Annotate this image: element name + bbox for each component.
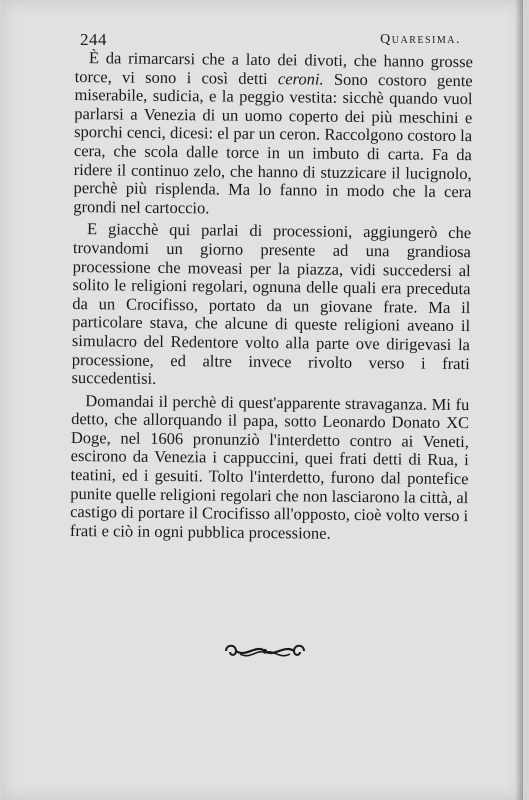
body-text — [70, 49, 473, 549]
emphasized-word: ceroni. — [277, 68, 324, 89]
book-page — [2, 0, 523, 800]
running-title: Quaresima. — [380, 32, 461, 47]
paragraph: Domandai il perchè di quest'apparente stravaganza. Mi fu detto, che allorquando il papa, sotto Leonardo Donato XC Doge, nel 1606 pronunziò l'interdetto contro ai Veneti, escirono da Venezia i cappuccini, quei frati detti di Rua, i teatini, ed i gesuiti. Tolto l'interdetto, furono dal pontefice punite quelle religioni regolari che non lasciarono la città, al castigo di portare il Crocifisso all'opposto, cioè volto verso i frati e ciò in ogni pubblica processione. — [69, 390, 470, 543]
page-number: 244 — [80, 30, 107, 49]
paragraph: E giacchè qui parlai di processioni, aggiungerò che trovandomi un giorno presente ad una grandiosa processione che moveasi per la piazza, vidi succedersi al solito le religioni regolari, ognuna delle quali era preceduta da un Crocifisso, portato da un giovane frate. Ma il particolare stava, che alcune di queste religioni aveano il simulacro del Redentore volto alla parte ove dirigevasi la processione, ed altre invece rivolto verso i frati succedentisi. — [71, 219, 472, 388]
page-header — [80, 30, 461, 50]
paragraph: È da rimarcarsi che a lato dei divoti, che hanno grosse torce, vi sono i così detti ceroni. Sono costoro gente miserabile, sudicia, e la peggio vestita: sicchè quando vuol parlarsi a Venezia di un uomo coperto dei più meschini e sporchi cenci, dicesi: el par un ceron. Raccolgono costoro la cera, che scola dalle torce in un imbuto di carta. Fa da ridere il continuo zelo, che hanno di stuzzicare il lucignolo, perchè più risplenda. Ma lo fanno in modo che la cera grondi nel cartoccio. — [73, 48, 473, 218]
page-edge-shadow — [515, 0, 523, 800]
tailpiece-scroll-ornament-icon — [222, 640, 308, 662]
